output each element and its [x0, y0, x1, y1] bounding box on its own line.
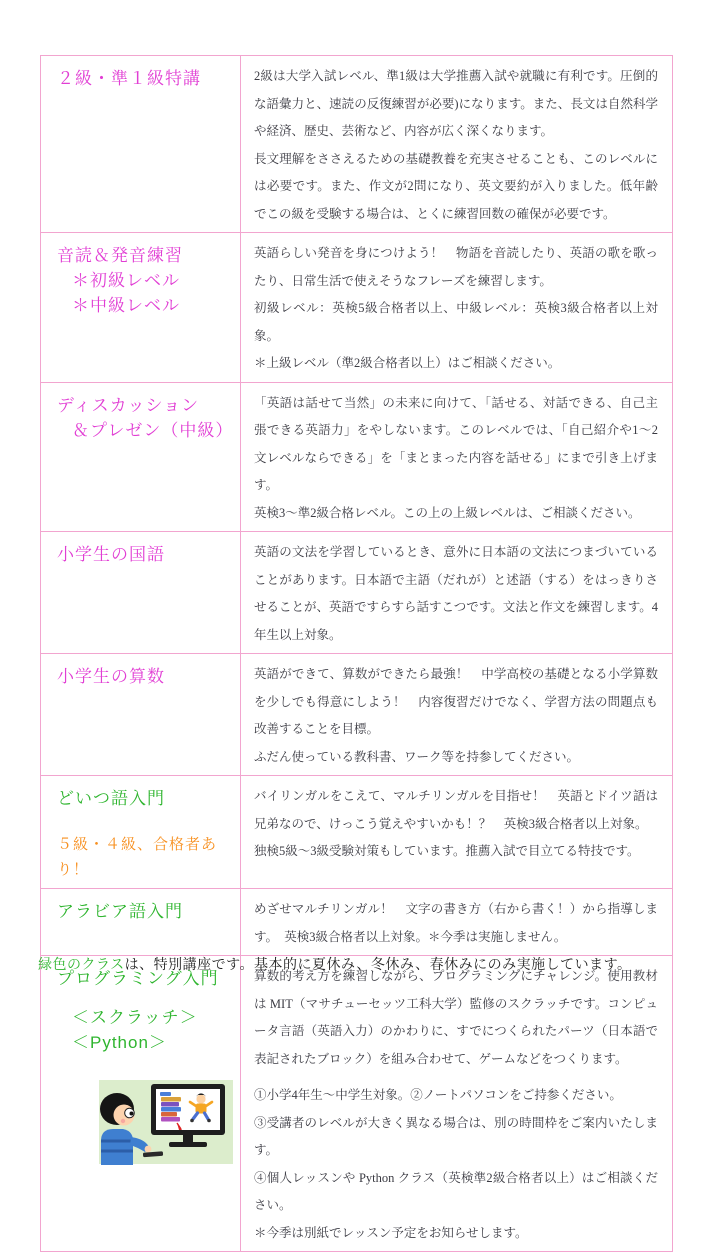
course-description-cell — [241, 776, 672, 888]
table-row — [41, 776, 672, 889]
table-row — [41, 56, 672, 233]
course-description-cell — [241, 532, 672, 653]
course-title-cell — [41, 532, 241, 653]
footer-note — [38, 954, 632, 974]
course-title-cell — [41, 956, 241, 1251]
course-description-paragraph: 算数的考え方を練習しながら、プログラミングにチャレンジ。使用教材は MIT（マサチューセッツ工科大学）監修のスクラッチです。コンピュータ言語（英語入力）のかわりに、すでにつくられたパーツ（日本語で表記されたブロック）を組み合わせて、ゲームなどをつくります。 — [254, 969, 658, 1066]
course-description-cell — [241, 56, 672, 232]
course-description-paragraph: 初級レベル：英検5級合格者以上、中級レベル：英検3級合格者以上対象。 — [254, 301, 658, 343]
course-title: 音読＆発音練習 — [57, 246, 183, 265]
table-row — [41, 956, 672, 1251]
table-row — [41, 654, 672, 776]
course-title-cell — [41, 383, 241, 532]
course-description-paragraph: ふだん使っている教科書、ワーク等を持参してください。 — [254, 749, 580, 764]
course-note-line: ＊今季は別紙でレッスン予定をお知らせします。 — [254, 1225, 528, 1240]
course-schedule-table — [40, 55, 673, 1252]
boy-at-computer-illustration — [93, 1079, 234, 1172]
course-description-paragraph: 英検3～準2級合格レベル。この上の上級レベルは、ご相談ください。 — [254, 505, 641, 520]
course-description-cell — [241, 383, 672, 532]
course-description-cell — [241, 233, 672, 382]
footer-green-highlight: 緑色のクラス — [38, 956, 125, 972]
course-subtitle: ＆プレゼン（中級） — [72, 420, 234, 440]
course-description-paragraph: 2級は大学入試レベル、準1級は大学推薦入試や就職に有利です。圧倒的な語彙力と、速読の反復練習が必要)になります。また、長文は自然科学や経済、歴史、芸術など、内容が広く深くなります。 — [254, 69, 658, 138]
course-subtitle: ＜Python＞ — [72, 1033, 167, 1052]
course-title-cell — [41, 889, 241, 955]
table-row — [41, 233, 672, 383]
course-achievement-note: ５級・４級、合格者あり！ — [57, 836, 218, 878]
course-note-line: ④個人レッスンや Python クラス（英検準2級合格者以上）はご相談ください。 — [254, 1170, 658, 1212]
course-subtitle: ＊初級レベル — [72, 271, 180, 290]
course-description-paragraph: 独検5級～3級受験対策もしています。推薦入試で目立てる特技です。 — [254, 844, 640, 858]
table-row — [41, 383, 672, 533]
course-note-line: ①小学4年生～中学生対象。②ノートパソコンをご持参ください。 — [254, 1088, 622, 1102]
course-subtitle: ＜スクラッチ＞ — [72, 1008, 198, 1027]
course-description-paragraph: 「英語は話せて当然」の未来に向けて、「話せる、対話できる、自己主張できる英語力」をやしないます。このレベルでは、「自己紹介や1～2文レベルならできる」を「まとまった内容を話せる」にまで引き上げます。 — [254, 395, 658, 492]
course-title: 小学生の国語 — [57, 545, 165, 564]
course-description-paragraph: 英語らしい発音を身につけよう！ 物語を音読したり、英語の歌を歌ったり、日常生活で使えそうなフレーズを練習します。 — [254, 246, 658, 288]
course-title: ２級・準１級特講 — [57, 69, 201, 88]
course-description-cell — [241, 956, 672, 1251]
footer-text: は、特別講座です。基本的に夏休み、冬休み、春休みにのみ実施しています。 — [124, 956, 632, 972]
course-note-line: ③受講者のレベルが大きく異なる場合は、別の時間枠をご案内いたします。 — [254, 1115, 658, 1157]
course-title-cell — [41, 233, 241, 382]
course-description-cell — [241, 889, 672, 955]
course-description-cell — [241, 654, 672, 775]
table-row — [41, 532, 672, 654]
course-description-paragraph: めざせマルチリンガル！ 文字の書き方（右から書く！）から指導します。 英検3級合格者以上対象。＊今季は実施しません。 — [254, 902, 658, 944]
table-row — [41, 889, 672, 956]
course-title: 小学生の算数 — [57, 667, 165, 686]
course-description-paragraph: バイリンガルをこえて、マルチリンガルを目指せ！ 英語とドイツ語は兄弟なので、けっこう覚えやすいかも！？ 英検3級合格者以上対象。 — [254, 789, 658, 831]
course-title: アラビア語入門 — [57, 902, 183, 921]
course-description-paragraph: 英語の文法を学習しているとき、意外に日本語の文法につまづいていることがあります。日本語で主語（だれが）と述語（する）をはっきりさせることが、英語ですらすら話すこつです。文法と作文を練習します。4年生以上対象。 — [254, 545, 659, 642]
course-description-paragraph: 英語ができて、算数ができたら最強！ 中学高校の基礎となる小学算数を少しでも得意にしよう！ 内容復習だけでなく、学習方法の問題点も改善することを目標。 — [254, 667, 658, 736]
course-title: ディスカッション — [57, 395, 200, 415]
course-title: プログラミング入門 — [57, 969, 219, 988]
course-title: どいつ語入門 — [57, 789, 165, 808]
course-subtitle: ＊中級レベル — [72, 296, 180, 315]
course-title-cell — [41, 776, 241, 888]
course-description-paragraph: 長文理解をささえるための基礎教養を充実させることも、このレベルには必要です。また、作文が2問になり、英文要約が入りました。低年齢でこの級を受験する場合は、とくに練習回数の確保が必要です。 — [254, 151, 658, 221]
course-description-paragraph: ＊上級レベル（準2級合格者以上）はご相談ください。 — [254, 356, 561, 370]
course-title-cell — [41, 654, 241, 775]
course-title-cell — [41, 56, 241, 232]
scratch-blocks-icon — [160, 1092, 171, 1096]
